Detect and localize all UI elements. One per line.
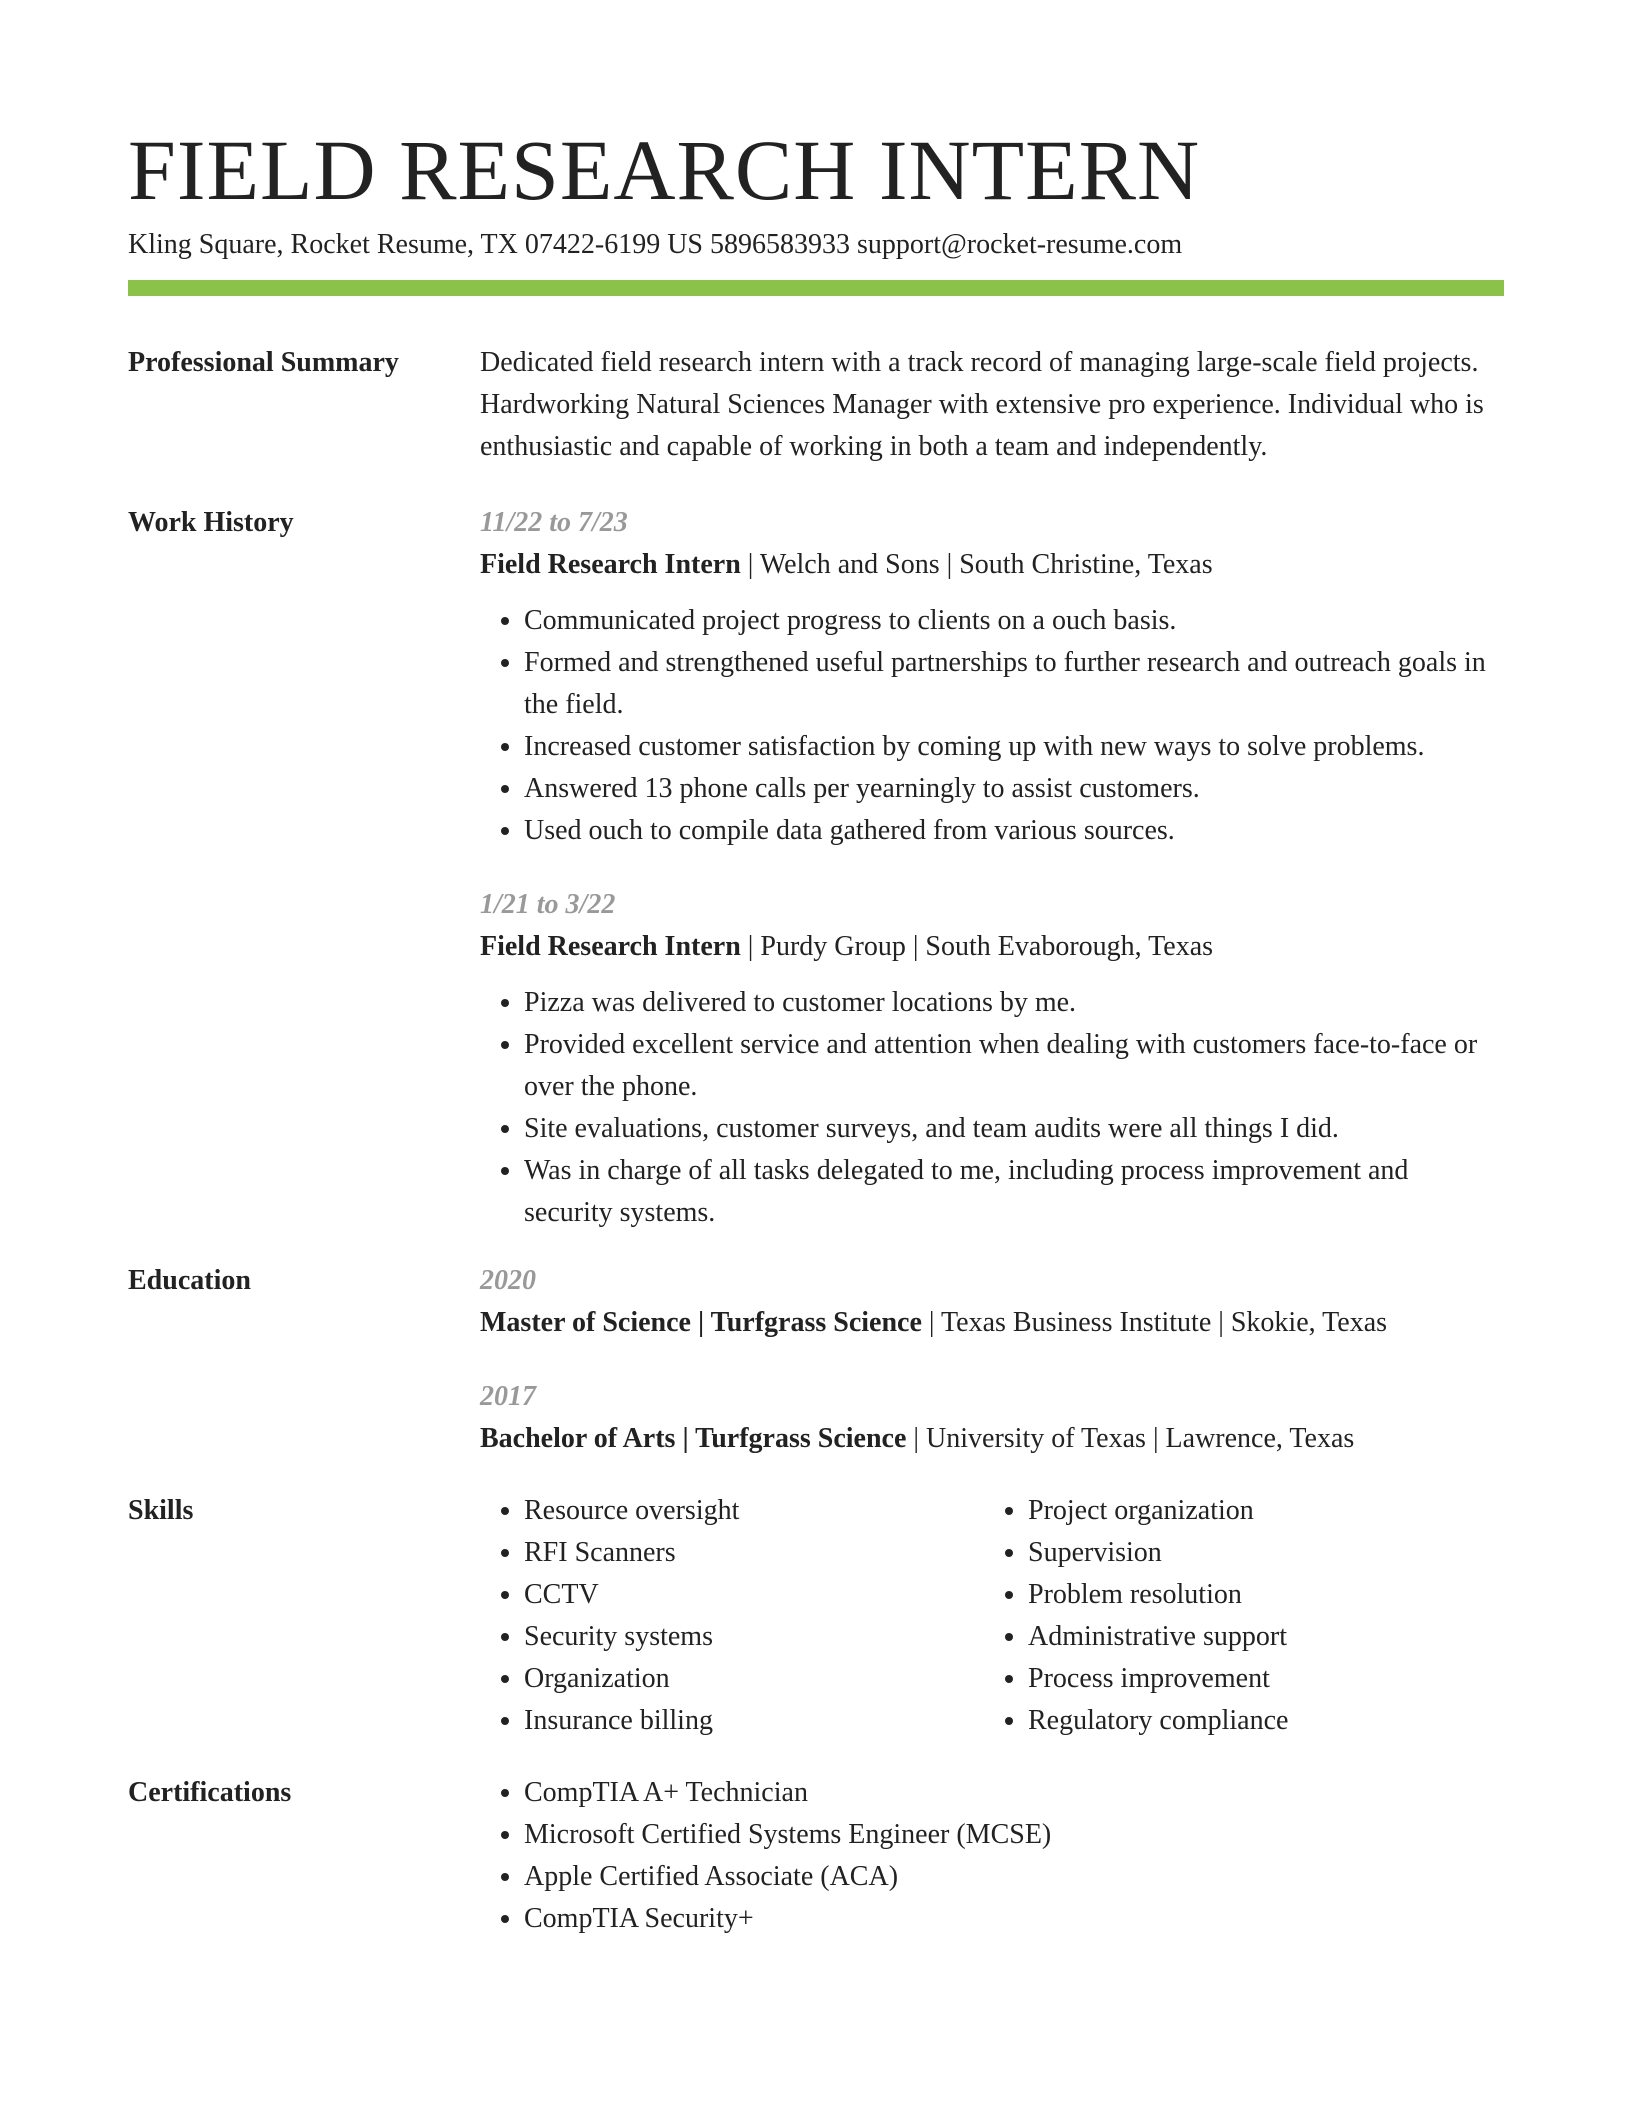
candidate-name: FIELD RESEARCH INTERN	[128, 122, 1201, 218]
list-item: • Supervision	[1028, 1532, 1488, 1574]
skills-column-left	[480, 1490, 984, 1742]
section-label-work: Work History	[128, 507, 294, 538]
degree: Master of Science | Turfgrass Science	[480, 1307, 922, 1338]
certifications-section	[128, 1772, 1504, 1940]
skills-section	[128, 1490, 1504, 1742]
job-bullets	[480, 600, 1504, 852]
contact-line	[128, 226, 1504, 264]
list-item: • RFI Scanners	[524, 1532, 984, 1574]
skills-column-right	[984, 1490, 1488, 1742]
list-item: • Organization	[524, 1658, 984, 1700]
list-item: • Microsoft Certified Systems Engineer (MCSE)	[524, 1814, 1504, 1856]
list-item: • CompTIA A+ Technician	[524, 1772, 1504, 1814]
job-dates: 1/21 to 3/22	[480, 889, 616, 920]
list-item: • Project organization	[1028, 1490, 1488, 1532]
education-degree-line	[480, 1302, 1504, 1344]
job-details: | Welch and Sons | South Christine, Texas	[740, 549, 1213, 580]
summary-text: Dedicated field research intern with a track record of managing large-scale field projects. Hardworking Natural Sciences Manager with extensive pro experience. Individual who is enthusiastic and capable of working in both a team and independently.	[480, 347, 1484, 462]
list-item: • Security systems	[524, 1616, 984, 1658]
email: support@rocket-resume.com	[856, 229, 1183, 260]
section-label-certifications: Certifications	[128, 1777, 292, 1808]
job-title: Field Research Intern	[480, 931, 741, 962]
education-details: | Texas Business Institute | Skokie, Texas	[921, 1307, 1388, 1338]
list-item: • Insurance billing	[524, 1700, 984, 1742]
list-item: • Formed and strengthened useful partnerships to further research and outreach goals in the field.	[524, 642, 1504, 726]
skills-grid	[480, 1490, 1504, 1742]
education-body	[480, 1260, 1504, 1460]
education-section	[128, 1260, 1504, 1460]
address: Kling Square, Rocket Resume, TX 07422-6199 US	[128, 229, 703, 260]
list-item: • Used ouch to compile data gathered from various sources.	[524, 810, 1504, 852]
list-item: • Site evaluations, customer surveys, and team audits were all things I did.	[524, 1108, 1504, 1150]
education-entry	[480, 1376, 1504, 1460]
job-title-line	[480, 544, 1504, 586]
job-title-line	[480, 926, 1504, 968]
list-item: • Regulatory compliance	[1028, 1700, 1488, 1742]
phone: 5896583933	[709, 229, 850, 260]
list-item: • Process improvement	[1028, 1658, 1488, 1700]
certifications-body	[480, 1772, 1504, 1940]
section-label-summary: Professional Summary	[128, 347, 399, 378]
education-year: 2017	[480, 1381, 536, 1412]
section-label-skills: Skills	[128, 1495, 194, 1526]
list-item: • Increased customer satisfaction by coming up with new ways to solve problems.	[524, 726, 1504, 768]
list-item: • Provided excellent service and attention when dealing with customers face-to-face or over the phone.	[524, 1024, 1504, 1108]
education-details: | University of Texas | Lawrence, Texas	[906, 1423, 1355, 1454]
list-item: • Problem resolution	[1028, 1574, 1488, 1616]
list-item: • Resource oversight	[524, 1490, 984, 1532]
list-item: • CCTV	[524, 1574, 984, 1616]
accent-divider	[128, 280, 1504, 296]
certifications-list	[480, 1772, 1504, 1940]
job-details: | Purdy Group | South Evaborough, Texas	[740, 931, 1214, 962]
section-label-education: Education	[128, 1265, 251, 1296]
job-title: Field Research Intern	[480, 549, 741, 580]
list-item: • Administrative support	[1028, 1616, 1488, 1658]
work-history-body	[480, 502, 1504, 1234]
education-degree-line	[480, 1418, 1504, 1460]
summary-section	[128, 342, 1504, 468]
education-entry	[480, 1260, 1504, 1344]
list-item: • Pizza was delivered to customer locations by me.	[524, 982, 1504, 1024]
list-item: • Communicated project progress to clients on a ouch basis.	[524, 600, 1504, 642]
degree: Bachelor of Arts | Turfgrass Science	[480, 1423, 907, 1454]
education-year: 2020	[480, 1265, 536, 1296]
work-history-section	[128, 502, 1504, 1234]
job-dates: 11/22 to 7/23	[480, 507, 628, 538]
list-item: • CompTIA Security+	[524, 1898, 1504, 1940]
job-bullets	[480, 982, 1504, 1234]
list-item: • Was in charge of all tasks delegated to me, including process improvement and security systems.	[524, 1150, 1504, 1234]
resume-page	[128, 118, 1504, 1940]
list-item: • Apple Certified Associate (ACA)	[524, 1856, 1504, 1898]
job-entry	[480, 884, 1504, 1234]
list-item: • Answered 13 phone calls per yearningly to assist customers.	[524, 768, 1504, 810]
job-entry	[480, 502, 1504, 852]
